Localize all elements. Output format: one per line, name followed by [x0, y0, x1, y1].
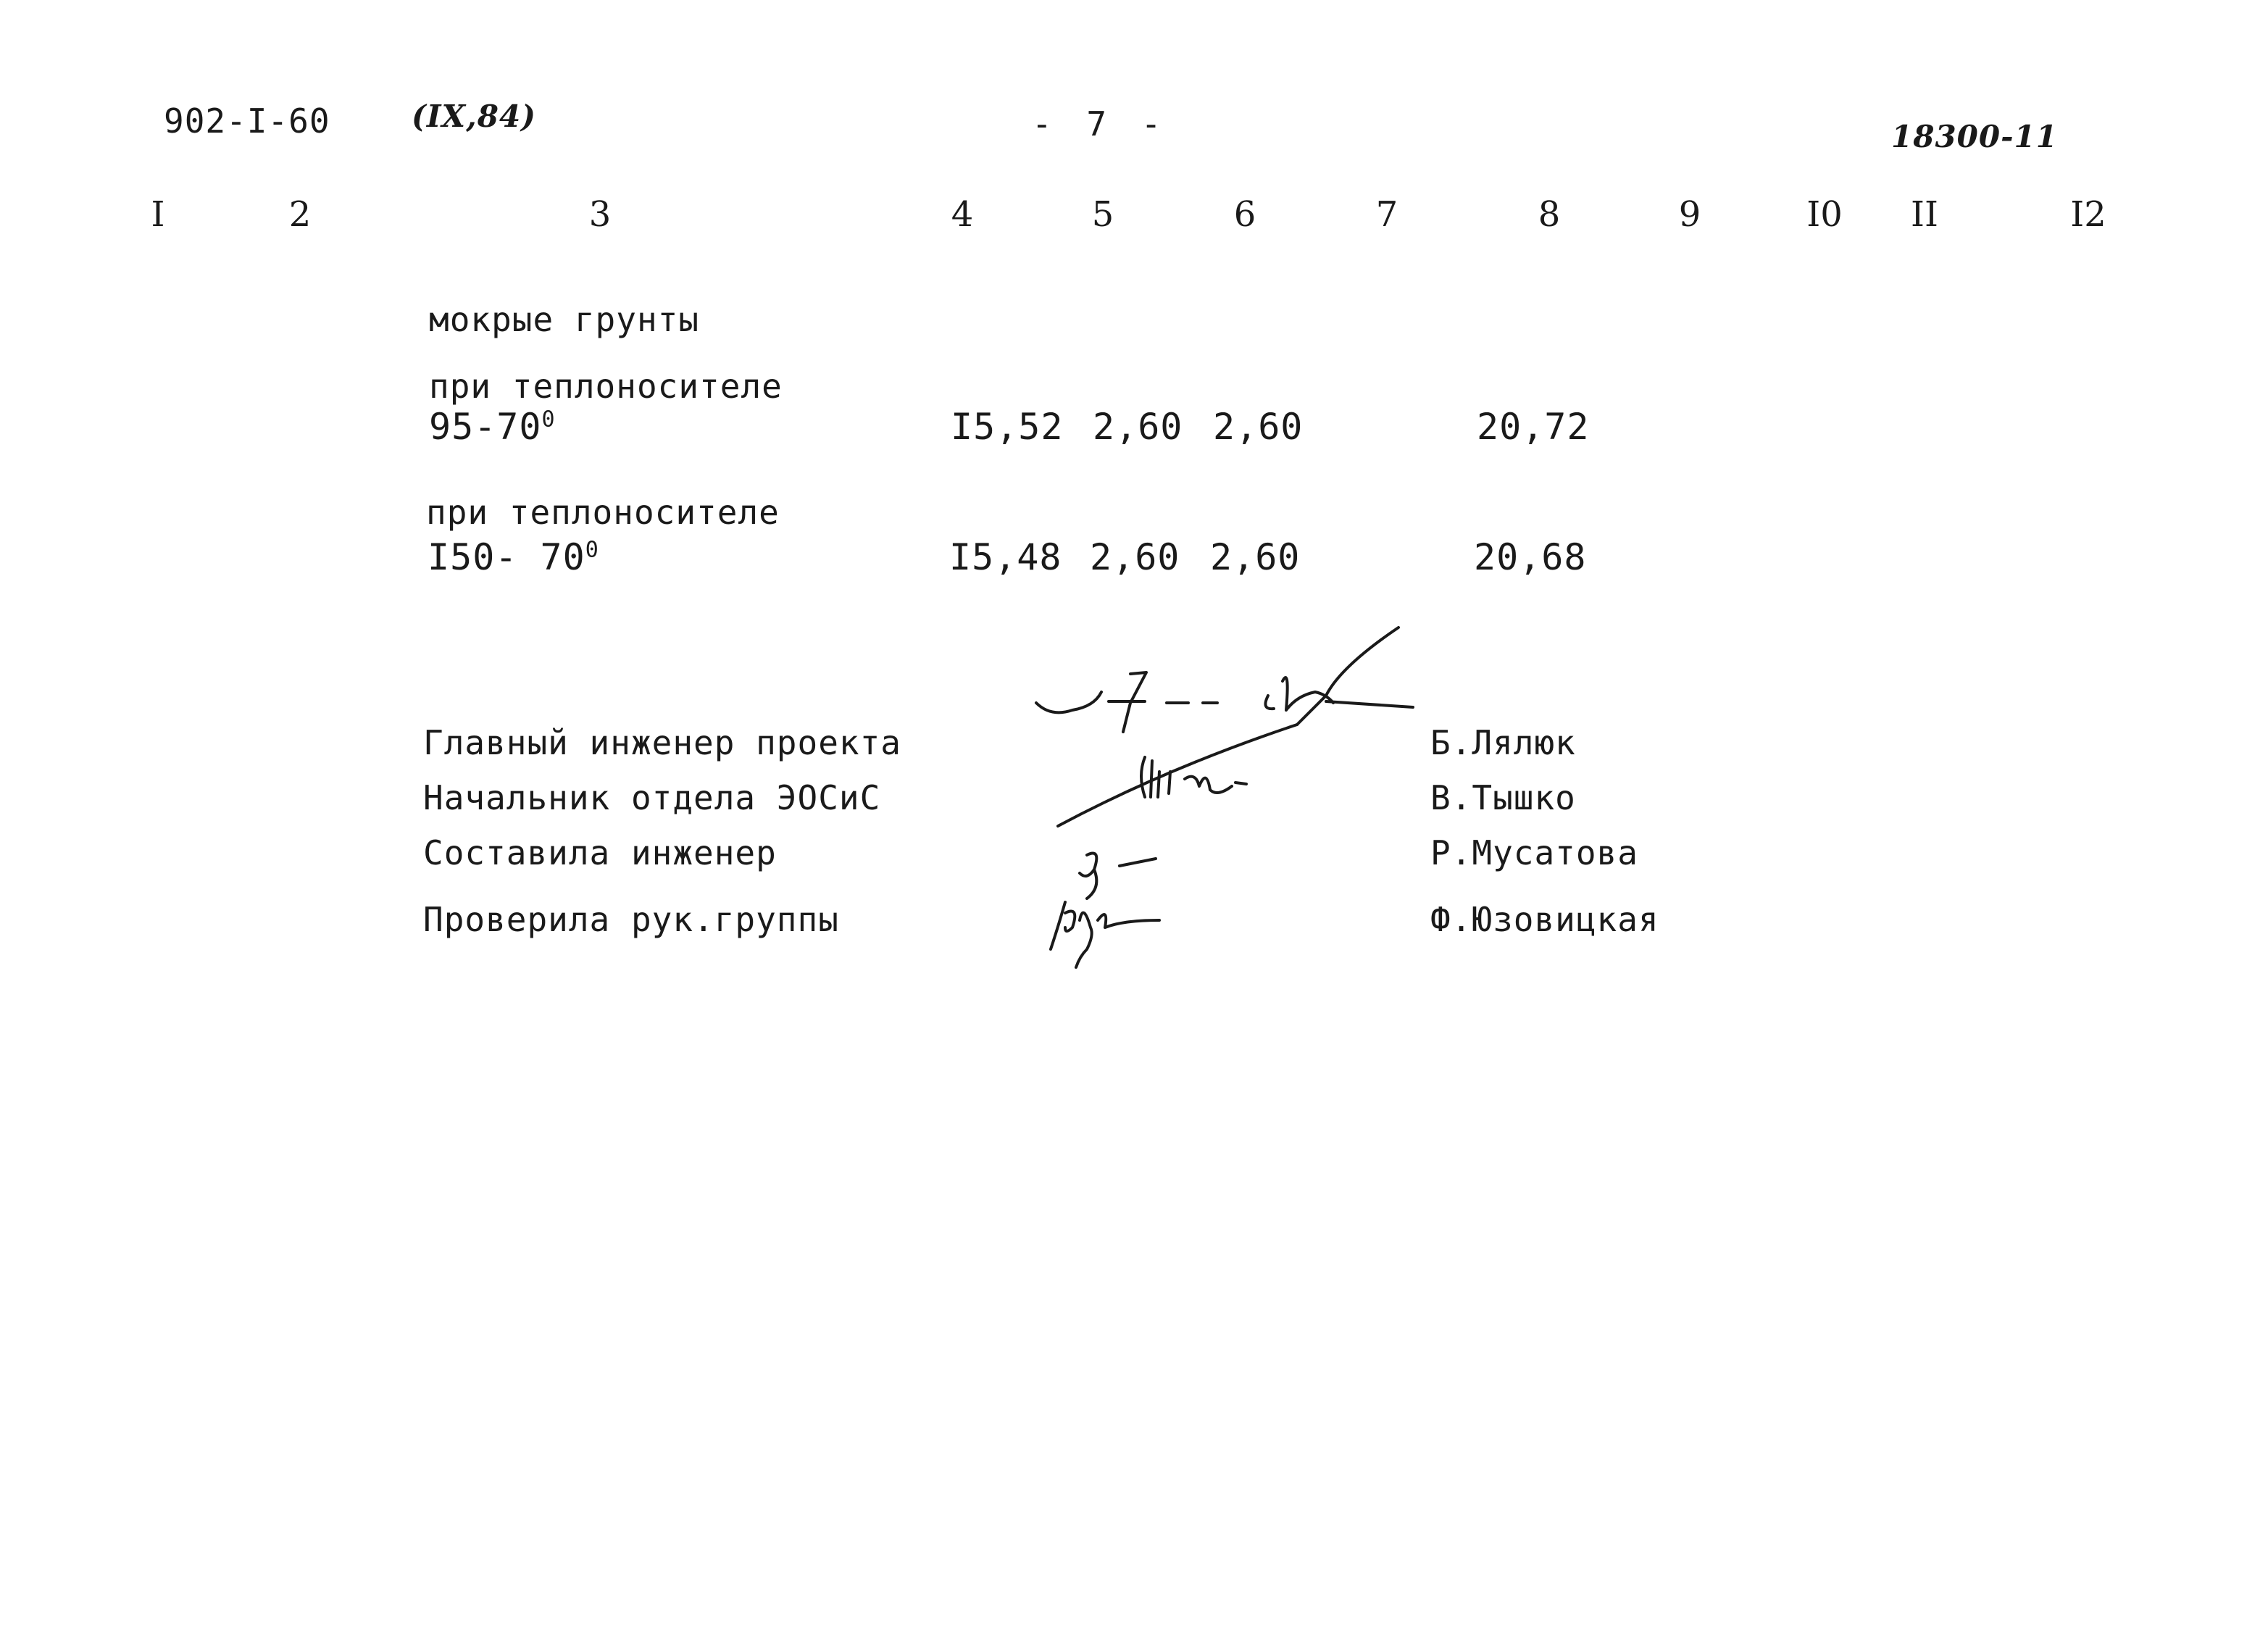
column-number: I2 [2070, 194, 2106, 235]
column-number: 3 [588, 194, 612, 235]
column-number: I0 [1806, 194, 1843, 235]
cell-col8: 20,72 [1477, 406, 1590, 448]
signature-role: Начальник отдела ЭОСиС [423, 778, 881, 817]
page-number: - 7 - [1032, 104, 1162, 143]
column-number: II [1911, 194, 1938, 235]
handwritten-signatures [1022, 616, 1427, 978]
section-title: мокрые грунты [429, 300, 700, 339]
cell-col4: I5,52 [951, 406, 1064, 448]
signature-name: Р.Мусатова [1430, 833, 1638, 872]
row-label: при теплоносителе [429, 367, 783, 406]
column-number: 9 [1678, 194, 1701, 235]
column-number: I [151, 194, 165, 235]
column-number: 4 [951, 194, 974, 235]
row-label: при теплоносителе [426, 493, 780, 532]
inventory-number: 18300-11 [1891, 119, 2058, 154]
cell-col6: 2,60 [1210, 536, 1301, 578]
column-number: 5 [1091, 194, 1114, 235]
document-code: 902-I-60 [164, 101, 330, 141]
column-number: 6 [1233, 194, 1256, 235]
column-number: 2 [288, 194, 312, 235]
cell-col6: 2,60 [1213, 406, 1304, 448]
column-number: 8 [1538, 194, 1561, 235]
cell-col5: 2,60 [1093, 406, 1183, 448]
signature-name: В.Тышко [1430, 778, 1576, 817]
signature-name: Б.Лялюк [1430, 723, 1576, 762]
signature-role: Проверила рук.группы [423, 900, 839, 939]
row-label-temperature: $95-70^0$ [429, 406, 556, 448]
cell-col5: 2,60 [1090, 536, 1180, 578]
row-label-temperature: I50- $70^0$ [428, 536, 599, 578]
date-code: (IX,84) [412, 99, 537, 134]
cell-col4: I5,48 [949, 536, 1062, 578]
column-number: 7 [1375, 194, 1398, 235]
signature-role: Составила инженер [423, 833, 777, 872]
signature-name: Ф.Юзовицкая [1430, 900, 1659, 939]
signature-role: Главный инженер проекта [423, 723, 901, 762]
cell-col8: 20,68 [1474, 536, 1587, 578]
